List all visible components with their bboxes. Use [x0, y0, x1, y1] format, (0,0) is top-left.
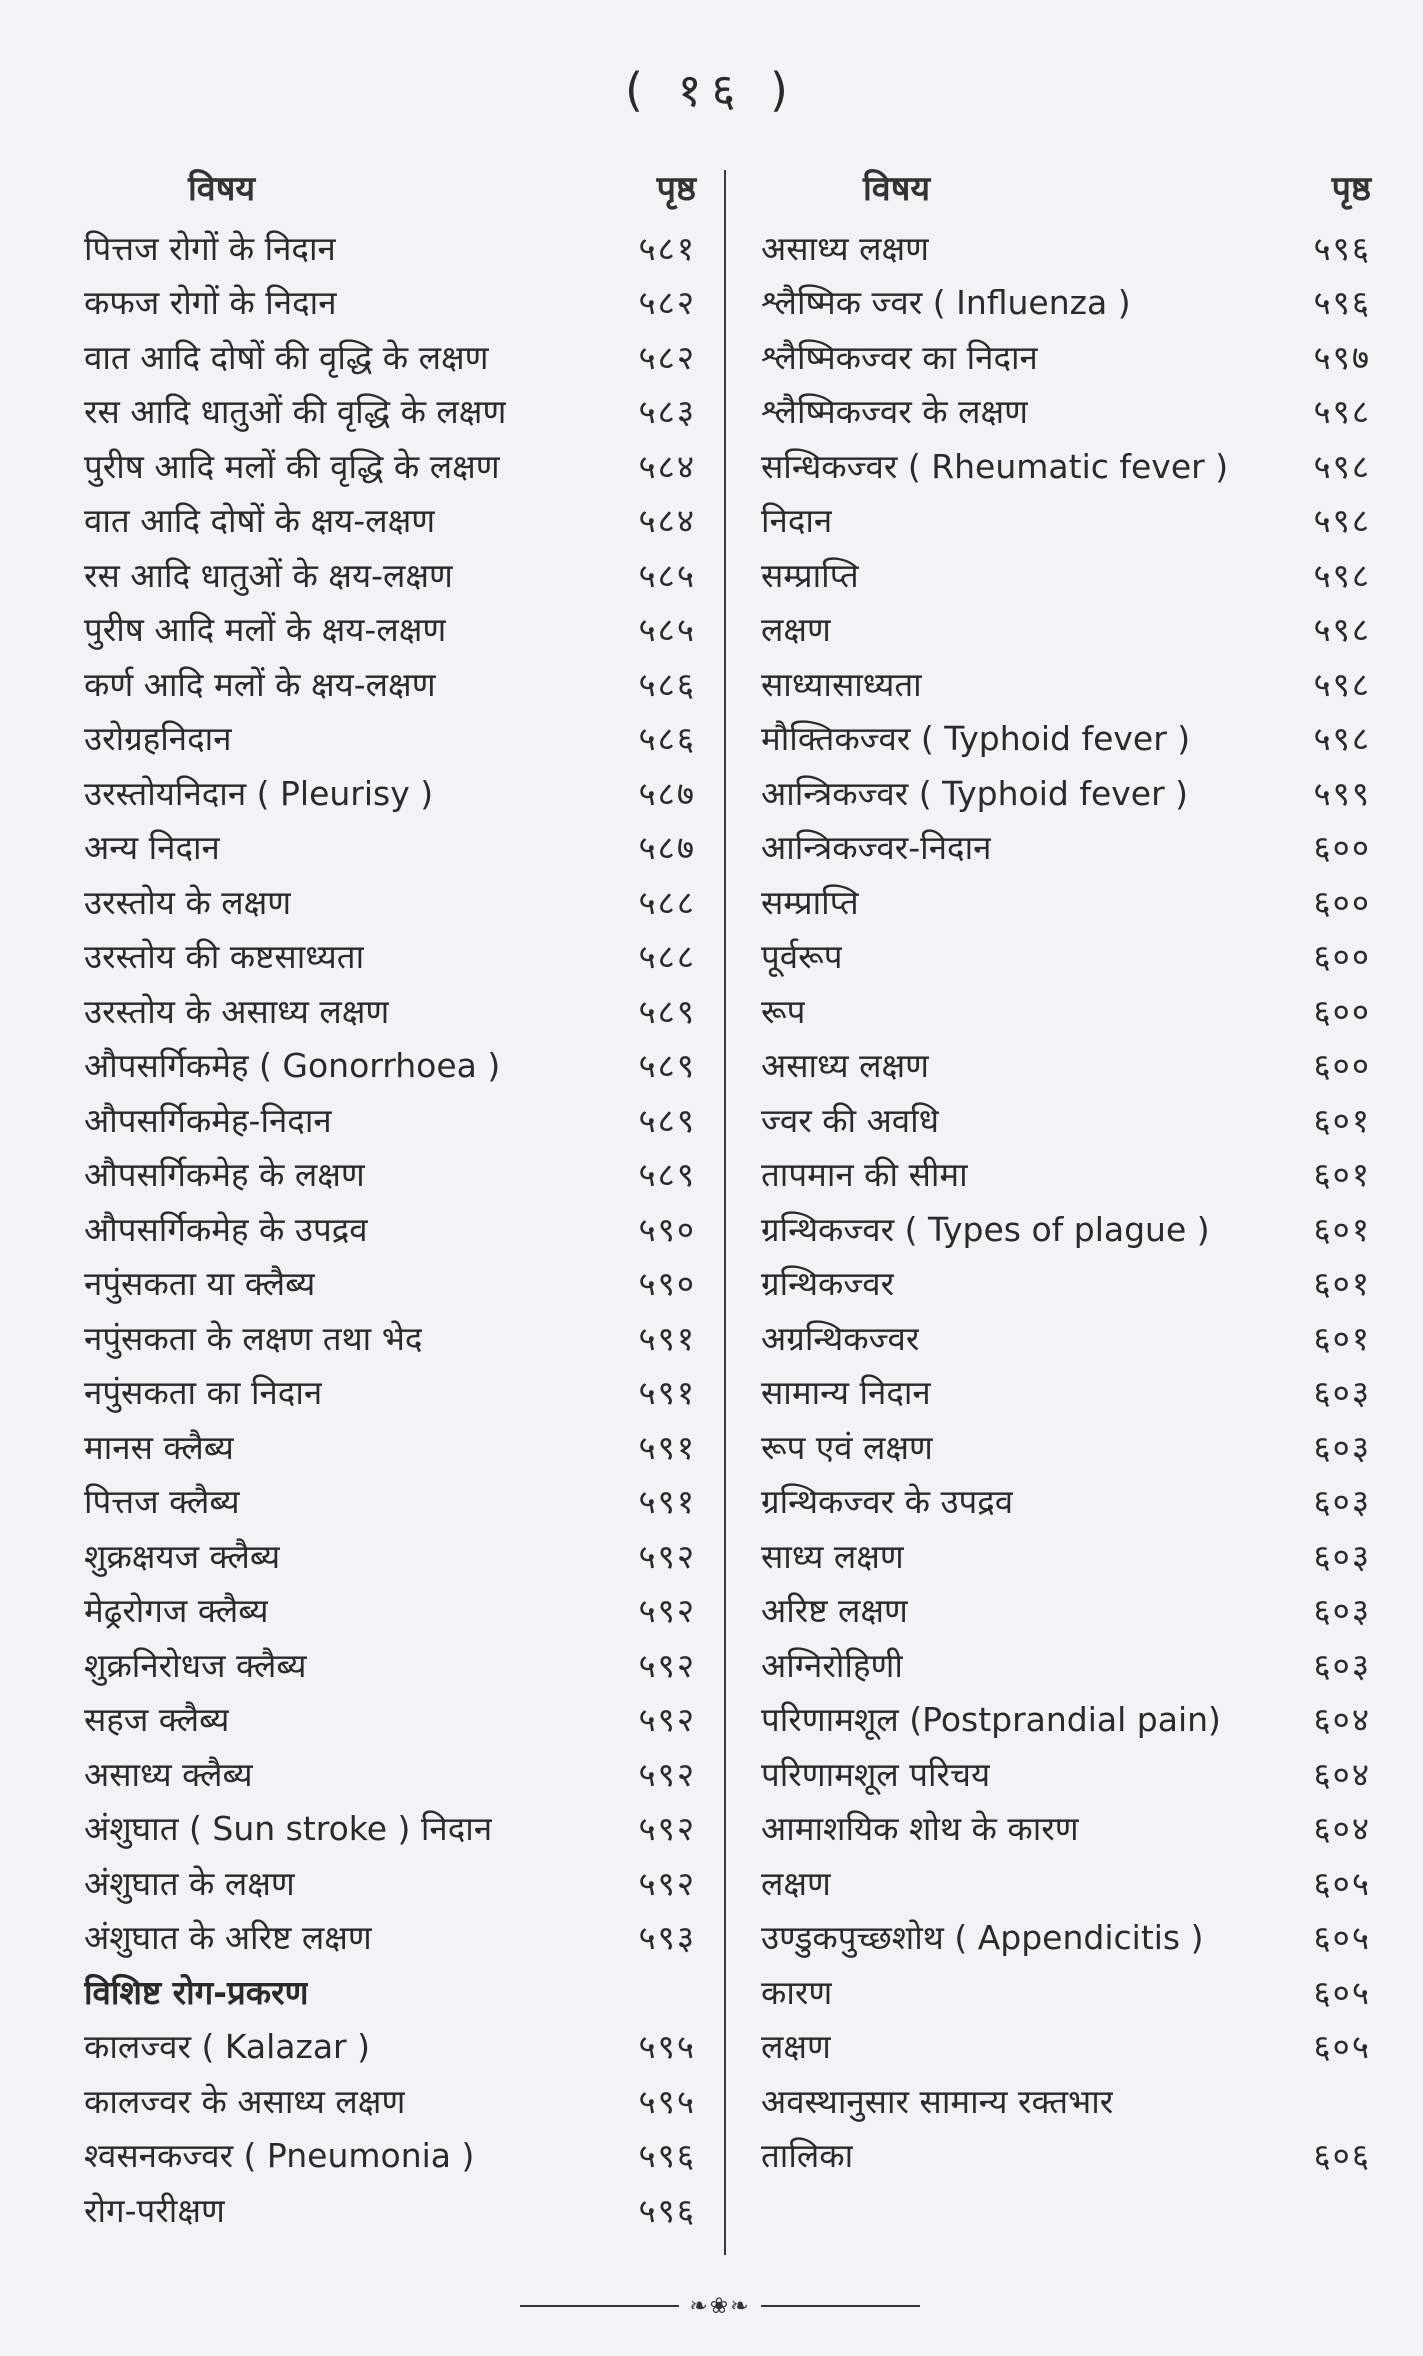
entry-title: पित्तज रोगों के निदान: [84, 228, 336, 268]
contents-entry: [84, 1419, 696, 1474]
entry-title: श्वसनकज्वर ( Pneumonia ): [84, 2136, 475, 2176]
entry-title: वात आदि दोषों की वृद्धि के लक्षण: [84, 337, 489, 377]
contents-entry: [84, 983, 696, 1038]
page-header: पृष्ठ: [656, 169, 696, 209]
entry-title: ज्वर की अवधि: [761, 1100, 939, 1140]
contents-entry: [761, 765, 1371, 820]
contents-entry: [84, 711, 696, 766]
entry-page-number: ५८४: [638, 501, 696, 541]
contents-entry: [761, 329, 1371, 384]
entry-title: वात आदि दोषों के क्षय-लक्षण: [84, 501, 436, 541]
entry-title: उरस्तोय की कष्टसाध्यता: [84, 937, 365, 977]
entry-page-number: ५९२: [638, 1536, 696, 1576]
contents-entry: [84, 1092, 696, 1147]
entry-title: औपसर्गिकमेह ( Gonorrhoea ): [84, 1046, 501, 1086]
contents-entry: [761, 983, 1371, 1038]
entry-page-number: ५९६: [638, 2190, 696, 2230]
contents-entry: [84, 1038, 696, 1093]
entry-page-number: ५८८: [638, 882, 696, 922]
contents-entry: [84, 275, 696, 330]
entry-title: आन्त्रिकज्वर-निदान: [761, 828, 992, 868]
entry-title: सहज क्लैब्य: [84, 1700, 230, 1740]
contents-entry: [761, 602, 1371, 657]
entry-page-number: ५८१: [638, 228, 696, 268]
entry-page-number: ५८७: [638, 773, 696, 813]
entry-page-number: ६०१: [1313, 1155, 1371, 1195]
entry-page-number: ५९८: [1313, 446, 1371, 486]
entry-page-number: ५८५: [638, 555, 696, 595]
entry-page-number: ५८२: [638, 337, 696, 377]
entry-title: कालज्वर के असाध्य लक्षण: [84, 2081, 406, 2121]
entry-title: सन्धिकज्वर ( Rheumatic fever ): [761, 446, 1229, 486]
contents-entry: [761, 1201, 1371, 1256]
contents-entry: [84, 1147, 696, 1202]
contents-entry: [761, 1419, 1371, 1474]
contents-entry: [761, 493, 1371, 548]
contents-entry: [761, 1147, 1371, 1202]
entry-page-number: ५९८: [1313, 392, 1371, 432]
entry-page-number: ५८९: [638, 1046, 696, 1086]
entry-title: श्लैष्मिकज्वर का निदान: [761, 337, 1038, 377]
column-header: [84, 160, 696, 210]
entry-title: आमाशयिक शोथ के कारण: [761, 1809, 1079, 1849]
contents-entry: [761, 1310, 1371, 1365]
page-number: ( १६ ): [625, 63, 798, 117]
entry-page-number: ५९१: [638, 1482, 696, 1522]
contents-entry: [84, 384, 696, 439]
contents-entry: [84, 493, 696, 548]
entry-title: परिणामशूल परिचय: [761, 1754, 991, 1794]
subject-header: विषय: [863, 169, 931, 209]
column-divider: [724, 170, 726, 2255]
contents-entry: [84, 1256, 696, 1311]
entry-title: मानस क्लैब्य: [84, 1427, 234, 1467]
entry-title: ग्रन्थिकज्वर के उपद्रव: [761, 1482, 1014, 1522]
contents-entry: [761, 1746, 1371, 1801]
contents-entry: [84, 602, 696, 657]
entry-page-number: ६०३: [1313, 1645, 1371, 1685]
entry-page-number: ५८६: [638, 664, 696, 704]
entry-page-number: ५९१: [638, 1318, 696, 1358]
entry-title: रोग-परीक्षण: [84, 2190, 225, 2230]
entry-page-number: ६०१: [1313, 1100, 1371, 1140]
contents-entry: [761, 1365, 1371, 1420]
entry-page-number: ५९२: [638, 1700, 696, 1740]
entry-title: औपसर्गिकमेह के लक्षण: [84, 1155, 365, 1195]
entry-title: मौक्तिकज्वर ( Typhoid fever ): [761, 719, 1191, 759]
contents-entry: [761, 874, 1371, 929]
contents-list: [761, 220, 1371, 2182]
page-header: पृष्ठ: [1331, 169, 1371, 209]
contents-column-right: [761, 160, 1371, 2182]
entry-title: लक्षण: [761, 2027, 831, 2067]
contents-entry: [761, 1637, 1371, 1692]
contents-entry: [761, 820, 1371, 875]
entry-title: रस आदि धातुओं के क्षय-लक्षण: [84, 555, 453, 595]
entry-page-number: ५९०: [638, 1264, 696, 1304]
entry-page-number: ६०५: [1313, 1972, 1371, 2012]
entry-title: शुक्रनिरोधज क्लैब्य: [84, 1645, 307, 1685]
entry-title: पित्तज क्लैब्य: [84, 1482, 240, 1522]
entry-title: अग्निरोहिणी: [761, 1645, 903, 1685]
footer-line: [520, 2305, 679, 2307]
entry-page-number: ५८५: [638, 610, 696, 650]
contents-entry: [761, 1964, 1371, 2019]
entry-page-number: ६००: [1313, 937, 1371, 977]
entry-page-number: ५९२: [638, 1809, 696, 1849]
contents-entry: [84, 1637, 696, 1692]
entry-page-number: ५९५: [638, 2027, 696, 2067]
entry-page-number: ५९८: [1313, 501, 1371, 541]
entry-title: लक्षण: [761, 610, 831, 650]
contents-entry: [761, 1910, 1371, 1965]
entry-title: नपुंसकता या क्लैब्य: [84, 1264, 316, 1304]
entry-title: रूप: [761, 991, 806, 1031]
entry-title: औपसर्गिकमेह-निदान: [84, 1100, 332, 1140]
entry-page-number: ५८८: [638, 937, 696, 977]
contents-entry: [84, 329, 696, 384]
footer-line: [761, 2305, 920, 2307]
entry-page-number: ६०३: [1313, 1482, 1371, 1522]
entry-page-number: ५९८: [1313, 610, 1371, 650]
entry-title: सामान्य निदान: [761, 1373, 931, 1413]
contents-entry: [761, 1038, 1371, 1093]
entry-page-number: ५८९: [638, 1100, 696, 1140]
entry-title: उण्डुकपुच्छशोथ ( Appendicitis ): [761, 1918, 1204, 1958]
contents-entry: [84, 547, 696, 602]
entry-title: अंशुघात के अरिष्ट लक्षण: [84, 1918, 372, 1958]
contents-entry: [761, 656, 1371, 711]
entry-title: निदान: [761, 501, 833, 541]
entry-title: परिणामशूल (Postprandial pain): [761, 1700, 1221, 1740]
contents-entry: [84, 1746, 696, 1801]
entry-page-number: ५९६: [638, 2136, 696, 2176]
entry-page-number: ५९२: [638, 1645, 696, 1685]
entry-page-number: ६०१: [1313, 1209, 1371, 1249]
entry-title: उरस्तोय के लक्षण: [84, 882, 292, 922]
contents-entry: [761, 220, 1371, 275]
contents-entry: [84, 438, 696, 493]
entry-title: रस आदि धातुओं की वृद्धि के लक्षण: [84, 392, 507, 432]
entry-title: पूर्वरूप: [761, 937, 843, 977]
entry-page-number: ५९०: [638, 1209, 696, 1249]
entry-title: कर्ण आदि मलों के क्षय-लक्षण: [84, 664, 436, 704]
entry-page-number: ५८६: [638, 719, 696, 759]
subject-header: विषय: [188, 169, 256, 209]
contents-entry: [84, 929, 696, 984]
entry-page-number: ५८२: [638, 283, 696, 323]
entry-page-number: ५९५: [638, 2081, 696, 2121]
entry-page-number: ६०४: [1313, 1809, 1371, 1849]
entry-title: कालज्वर ( Kalazar ): [84, 2027, 370, 2067]
entry-title: सम्प्राप्ति: [761, 882, 859, 922]
contents-entry: [84, 2019, 696, 2074]
contents-entry: [761, 2128, 1371, 2183]
entry-title: श्लैष्मिक ज्वर ( Influenza ): [761, 283, 1131, 323]
entry-title: अंशुघात के लक्षण: [84, 1863, 295, 1903]
entry-title: नपुंसकता के लक्षण तथा भेद: [84, 1318, 423, 1358]
contents-entry: [84, 2182, 696, 2237]
contents-entry: [84, 656, 696, 711]
contents-entry: [761, 1256, 1371, 1311]
entry-page-number: ५९६: [1313, 228, 1371, 268]
entry-page-number: ६०४: [1313, 1754, 1371, 1794]
contents-entry: [84, 874, 696, 929]
contents-entry: [761, 2019, 1371, 2074]
entry-page-number: ६०१: [1313, 1318, 1371, 1358]
entry-page-number: ५८३: [638, 392, 696, 432]
entry-title: अग्रन्थिकज्वर: [761, 1318, 920, 1358]
entry-title: अरिष्ट लक्षण: [761, 1591, 908, 1631]
entry-page-number: ५९२: [638, 1754, 696, 1794]
column-header: [761, 160, 1371, 210]
entry-page-number: ५९८: [1313, 555, 1371, 595]
entry-title: रूप एवं लक्षण: [761, 1427, 933, 1467]
contents-entry: [761, 929, 1371, 984]
entry-page-number: ५९६: [1313, 283, 1371, 323]
entry-title: नपुंसकता का निदान: [84, 1373, 323, 1413]
section-heading-row: [84, 1964, 696, 2019]
contents-entry: [84, 1801, 696, 1856]
entry-title: मेढ्ररोगज क्लैब्य: [84, 1591, 269, 1631]
entry-title: विशिष्ट रोग-प्रकरण: [84, 1972, 309, 2012]
entry-page-number: ६०५: [1313, 2027, 1371, 2067]
contents-entry: [84, 1583, 696, 1638]
contents-entry: [761, 1583, 1371, 1638]
contents-list: [84, 220, 696, 2237]
entry-page-number: ६०६: [1313, 2136, 1371, 2176]
contents-entry: [761, 1855, 1371, 1910]
entry-title: अंशुघात ( Sun stroke ) निदान: [84, 1809, 493, 1849]
contents-entry: [84, 820, 696, 875]
entry-title: असाध्य क्लैब्य: [84, 1754, 253, 1794]
entry-title: औपसर्गिकमेह के उपद्रव: [84, 1209, 368, 1249]
entry-title: साध्य लक्षण: [761, 1536, 904, 1576]
entry-title: ग्रन्थिकज्वर ( Types of plague ): [761, 1209, 1210, 1249]
entry-title: तालिका: [761, 2136, 854, 2176]
entry-page-number: ५९९: [1313, 773, 1371, 813]
contents-entry: [84, 1528, 696, 1583]
entry-title: उरोग्रहनिदान: [84, 719, 232, 759]
entry-page-number: ५९१: [638, 1427, 696, 1467]
entry-title: अवस्थानुसार सामान्य रक्तभार: [761, 2081, 1114, 2121]
contents-entry: [761, 1092, 1371, 1147]
entry-page-number: ५८९: [638, 991, 696, 1031]
contents-entry: [761, 1474, 1371, 1529]
entry-title: पुरीष आदि मलों की वृद्धि के लक्षण: [84, 446, 500, 486]
contents-entry: [761, 275, 1371, 330]
entry-page-number: ६०५: [1313, 1863, 1371, 1903]
entry-page-number: ५९१: [638, 1373, 696, 1413]
entry-page-number: ५८४: [638, 446, 696, 486]
entry-page-number: ५९२: [638, 1863, 696, 1903]
entry-title: शुक्रक्षयज क्लैब्य: [84, 1536, 281, 1576]
contents-entry: [761, 711, 1371, 766]
entry-title: असाध्य लक्षण: [761, 1046, 929, 1086]
entry-page-number: ५८७: [638, 828, 696, 868]
contents-entry: [84, 220, 696, 275]
entry-page-number: ६०३: [1313, 1373, 1371, 1413]
entry-page-number: ६००: [1313, 1046, 1371, 1086]
footer-ornament: [520, 2293, 920, 2319]
entry-page-number: ६००: [1313, 991, 1371, 1031]
contents-entry: [84, 1365, 696, 1420]
entry-page-number: ६०५: [1313, 1918, 1371, 1958]
flourish-icon: ❧❀❧: [689, 2293, 751, 2319]
contents-entry: [761, 1528, 1371, 1583]
entry-page-number: ६०३: [1313, 1591, 1371, 1631]
entry-title: ग्रन्थिकज्वर: [761, 1264, 895, 1304]
entry-page-number: ६०३: [1313, 1427, 1371, 1467]
contents-column-left: [84, 160, 696, 2237]
entry-page-number: ६०४: [1313, 1700, 1371, 1740]
contents-entry: [84, 1855, 696, 1910]
entry-title: कफज रोगों के निदान: [84, 283, 337, 323]
entry-title: उरस्तोयनिदान ( Pleurisy ): [84, 773, 434, 813]
contents-entry: [84, 1310, 696, 1365]
contents-entry: [761, 1692, 1371, 1747]
entry-page-number: ५९७: [1313, 337, 1371, 377]
entry-page-number: ६०१: [1313, 1264, 1371, 1304]
contents-entry: [761, 384, 1371, 439]
entry-title: कारण: [761, 1972, 833, 2012]
contents-entry: [761, 547, 1371, 602]
entry-page-number: ५९८: [1313, 664, 1371, 704]
entry-title: असाध्य लक्षण: [761, 228, 929, 268]
contents-entry: [84, 765, 696, 820]
contents-entry: [84, 2073, 696, 2128]
contents-entry: [84, 1201, 696, 1256]
contents-entry: [84, 1474, 696, 1529]
entry-page-number: ६००: [1313, 882, 1371, 922]
entry-page-number: ५८९: [638, 1155, 696, 1195]
entry-page-number: ५९३: [638, 1918, 696, 1958]
entry-title: आन्त्रिकज्वर ( Typhoid fever ): [761, 773, 1189, 813]
entry-page-number: ६००: [1313, 828, 1371, 868]
entry-title: साध्यासाध्यता: [761, 664, 922, 704]
entry-page-number: ६०३: [1313, 1536, 1371, 1576]
entry-title: अन्य निदान: [84, 828, 220, 868]
entry-page-number: ५९८: [1313, 719, 1371, 759]
entry-title: लक्षण: [761, 1863, 831, 1903]
entry-page-number: ५९२: [638, 1591, 696, 1631]
entry-title: उरस्तोय के असाध्य लक्षण: [84, 991, 390, 1031]
entry-title: तापमान की सीमा: [761, 1155, 968, 1195]
contents-entry: [84, 1692, 696, 1747]
contents-entry: [761, 438, 1371, 493]
entry-title: पुरीष आदि मलों के क्षय-लक्षण: [84, 610, 447, 650]
contents-entry: [761, 1801, 1371, 1856]
contents-entry: [761, 2073, 1371, 2128]
entry-title: सम्प्राप्ति: [761, 555, 859, 595]
entry-title: श्लैष्मिकज्वर के लक्षण: [761, 392, 1028, 432]
contents-entry: [84, 2128, 696, 2183]
contents-entry: [84, 1910, 696, 1965]
